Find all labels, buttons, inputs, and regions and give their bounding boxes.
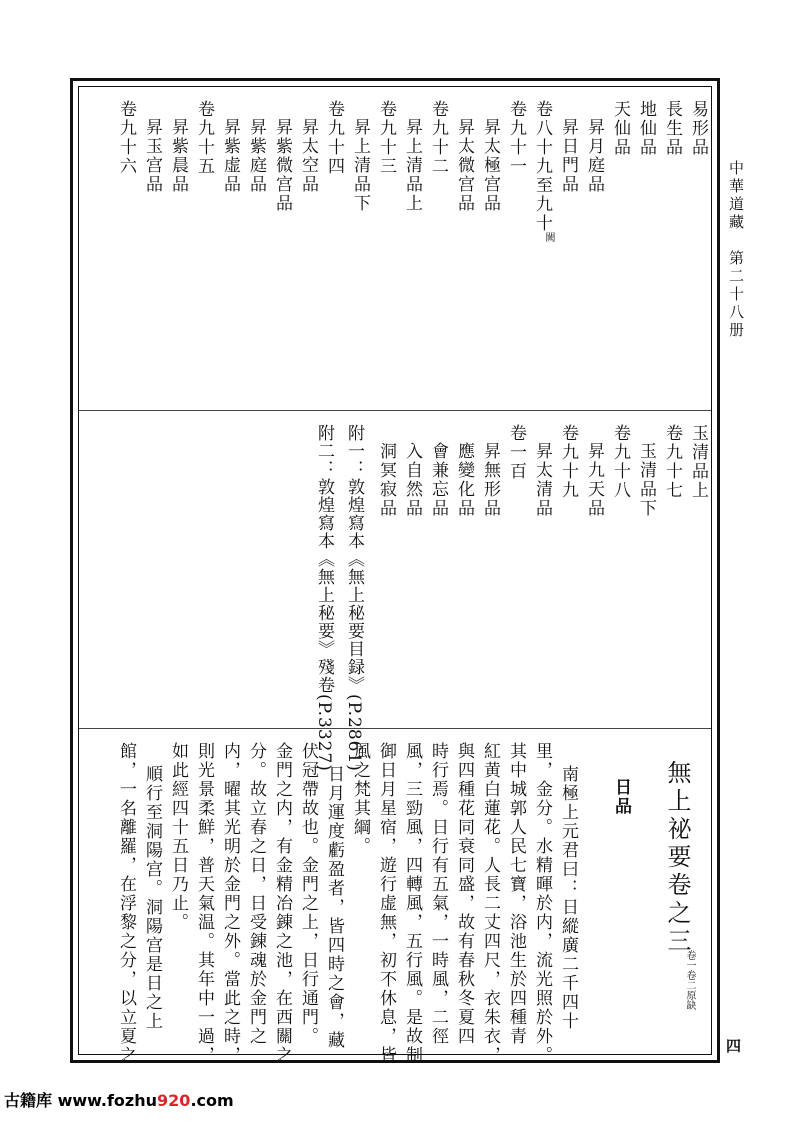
- text-line: 里，金分。水精暉於内，流光照於外。: [532, 742, 552, 1065]
- toc-entry: 昇紫晨品: [168, 118, 188, 194]
- text-line: 南極上元君曰：日縱廣二千四十: [558, 765, 578, 1031]
- text-line: 風之梵其綱。: [350, 742, 370, 856]
- text-line: 御日月星宿，遊行虚無，初不休息，皆: [376, 742, 396, 1065]
- text-line: 伏冠帶故也。金門之上，日行通門。: [298, 742, 318, 1046]
- toc-entry: 卷九十六: [116, 100, 136, 176]
- toc-entry: 卷九十三: [376, 100, 396, 176]
- toc-entry: 地仙品: [636, 100, 656, 157]
- watermark-prefix: 古籍库 www.fozhu: [4, 1091, 158, 1110]
- section-divider-bottom: [79, 728, 711, 729]
- toc-entry: 易形品: [688, 100, 708, 157]
- watermark-number: 920: [157, 1091, 191, 1110]
- toc-entry: 昇太極宫品: [480, 118, 500, 213]
- toc-entry: 昇太清品: [532, 442, 552, 518]
- toc-entry: 昇上清品下: [350, 118, 370, 213]
- toc-entry: 昇紫微宫品: [272, 118, 292, 213]
- toc-entry: 卷九十二: [428, 100, 448, 176]
- toc-entry: 昇玉宫品: [142, 118, 162, 194]
- toc-entry: 天仙品: [610, 100, 630, 157]
- toc-entry: 卷九十九: [558, 424, 578, 500]
- toc-note: 闕: [543, 232, 554, 242]
- toc-entry: 卷九十四: [324, 100, 344, 176]
- toc-entry: 昇太微宫品: [454, 118, 474, 213]
- toc-entry: 玉清品下: [636, 442, 656, 518]
- text-line: 館，一名離羅，在浮黎之分，以立夏之: [116, 742, 136, 1065]
- book-title: 無上祕要卷之三: [663, 760, 691, 956]
- text-line: 金門之内，有金精冶錬之池，在西關之: [272, 742, 292, 1065]
- toc-entry: 昇日門品: [558, 118, 578, 194]
- toc-entry: 昇上清品上: [402, 118, 422, 213]
- text-line: 分。故立春之日，日受錬魂於金門之: [246, 742, 266, 1046]
- toc-entry: 玉清品上: [688, 424, 708, 500]
- title-note: 卷一卷二原缺: [684, 950, 695, 1010]
- toc-entry: 卷九十一: [506, 100, 526, 176]
- toc-entry: 卷八十九至九十: [532, 100, 552, 233]
- text-line: 與四種花同衰同盛，故有春秋冬夏四: [454, 742, 474, 1046]
- text-line: 風，三勁風，四轉風，五行風。是故制: [402, 742, 422, 1065]
- text-line: 紅黄白蓮花。人長二丈四尺，衣朱衣，: [480, 742, 500, 1065]
- toc-entry: 會兼忘品: [428, 442, 448, 518]
- chapter-title: 日品: [611, 778, 631, 816]
- toc-entry: 卷九十七: [662, 424, 682, 500]
- site-watermark: [4, 1088, 234, 1111]
- toc-entry: 昇無形品: [480, 442, 500, 518]
- toc-entry: 入自然品: [402, 442, 422, 518]
- running-head: 中華道藏 第二十八册: [727, 160, 745, 340]
- text-line: 其中城郭人民七寶，浴池生於四種青: [506, 742, 526, 1046]
- toc-entry: 應變化品: [454, 442, 474, 518]
- text-line: 日月運度虧盈者，皆四時之會，藏: [324, 765, 344, 1050]
- toc-entry: 洞冥寂品: [376, 442, 396, 518]
- appendix-entry: 附二：敦煌寫本《無上秘要》殘卷(P.3327): [314, 424, 334, 772]
- toc-entry: 昇紫庭品: [246, 118, 266, 194]
- text-line: 如此經四十五日乃止。: [168, 742, 188, 932]
- toc-entry: 長生品: [662, 100, 682, 157]
- toc-entry: 昇九天品: [584, 442, 604, 518]
- toc-entry: 昇紫虚品: [220, 118, 240, 194]
- page-number: 四: [726, 1037, 742, 1055]
- watermark-suffix: .com: [190, 1091, 234, 1110]
- appendix-entry: 附一：敦煌寫本《無上秘要目録》(P.2861): [344, 424, 364, 772]
- text-line: 則光景柔鮮，普天氣温。其年中一過，: [194, 742, 214, 1065]
- text-line: 順行至洞陽宫。洞陽宫是日之上: [142, 765, 162, 1031]
- text-line: 時行焉。日行有五氣，一時風，二徑: [428, 742, 448, 1046]
- toc-entry: 卷九十八: [610, 424, 630, 500]
- section-divider-top: [79, 410, 711, 411]
- toc-entry: 卷九十五: [194, 100, 214, 176]
- toc-entry: 昇月庭品: [584, 118, 604, 194]
- toc-entry: 昇太空品: [298, 118, 318, 194]
- text-line: 内，曜其光明於金門之外。當此之時，: [220, 742, 240, 1065]
- toc-entry: 卷一百: [506, 424, 526, 481]
